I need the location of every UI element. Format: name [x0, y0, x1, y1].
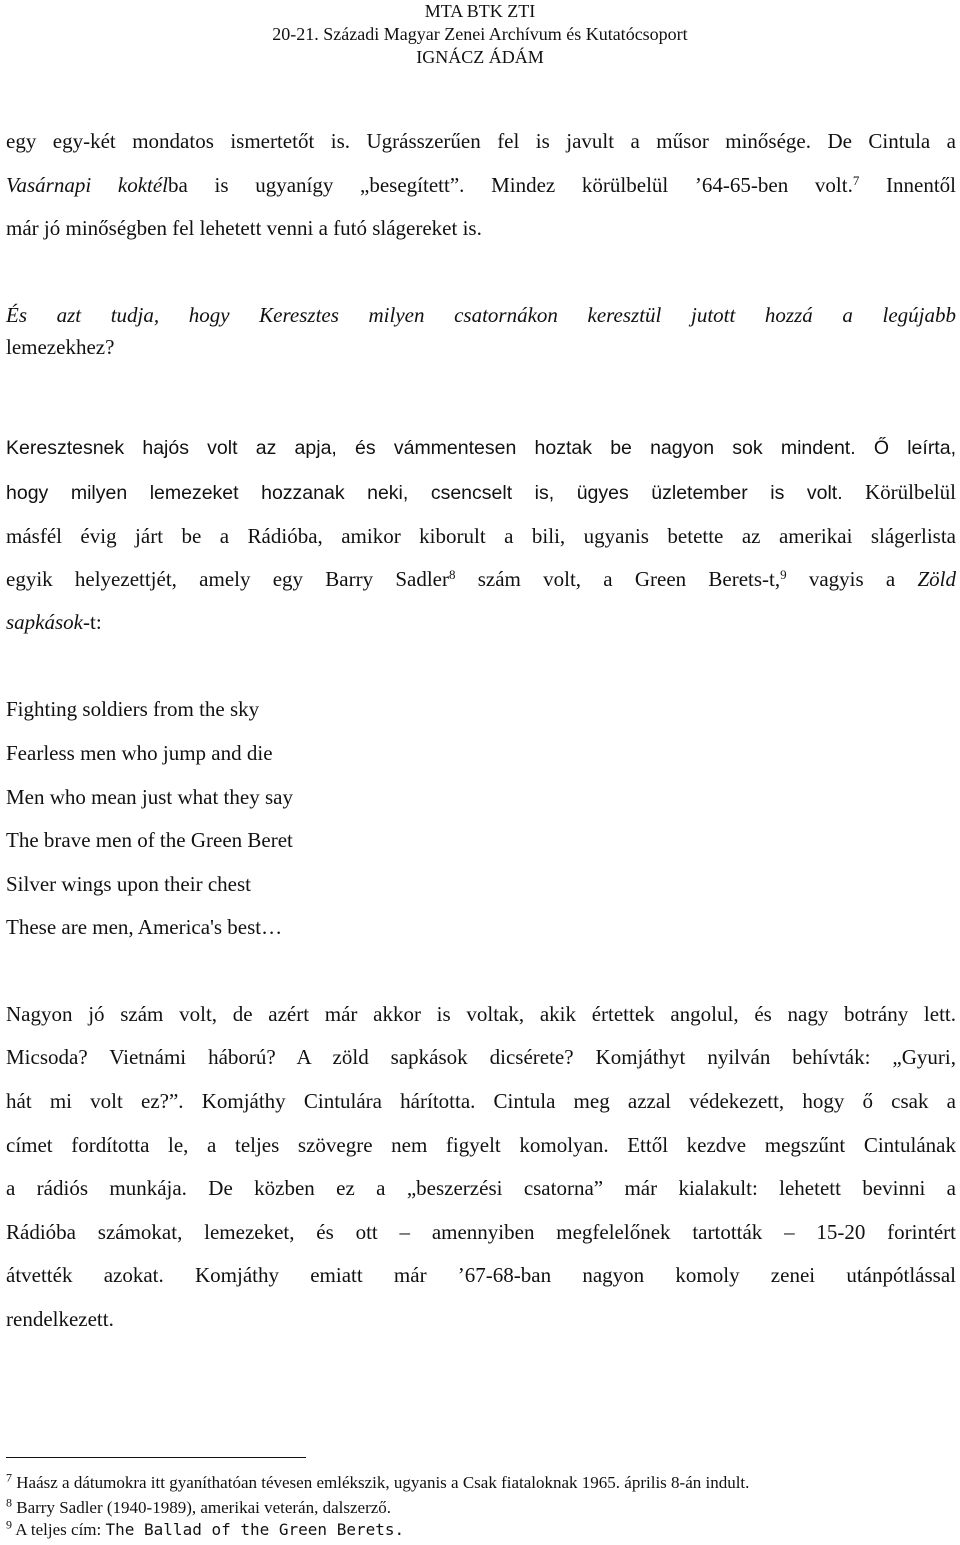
footnote-7	[6, 1472, 956, 1494]
para2-line5-end: -t:	[83, 610, 102, 634]
header-archive: 20-21. Századi Magyar Zenei Archívum és Kutatócsoport	[272, 24, 688, 44]
para2-line4	[6, 566, 956, 592]
title-zold: Zöld	[917, 567, 956, 591]
lyric-line: Fighting soldiers from the sky	[6, 697, 260, 721]
header-institution: MTA BTK ZTI	[424, 1, 536, 21]
para1-line2-end: Innentől	[859, 173, 956, 197]
footnote-number: 8	[6, 1495, 12, 1510]
para3-line: Nagyon jó szám volt, de azért már akkor is voltak, akik értettek angolul, és nagy botrány lett.	[6, 1002, 956, 1026]
footnote-ref-9[interactable]: 9	[780, 566, 787, 582]
footnote-ref-7[interactable]: 7	[852, 172, 860, 188]
page-header	[0, 0, 960, 69]
footnote-9	[6, 1519, 956, 1541]
para1-line3: már jó minőségben fel lehetett venni a futó slágereket is.	[6, 216, 482, 240]
para2-line5	[6, 609, 956, 635]
para2-line1: Keresztesnek hajós volt az apja, és vámmentesen hoztak be nagyon sok mindent. Ő leírta,	[6, 437, 956, 459]
footnote-number: 9	[6, 1517, 12, 1532]
footnote-8	[6, 1497, 956, 1519]
lyric-line: Silver wings upon their chest	[6, 872, 251, 896]
para1-line2	[6, 172, 956, 198]
para3-line: címet fordította le, a teljes szövegre nem figyelt komolyan. Ettől kezdve megszűnt Cintulának	[6, 1133, 956, 1157]
interview-question: És azt tudja, hogy Keresztes milyen csatornákon keresztül jutott hozzá a legújabb	[6, 303, 956, 327]
footnote-text: A teljes cím:	[12, 1520, 106, 1539]
footnote-number: 7	[6, 1470, 12, 1485]
para2-line4-c: vagyis a	[786, 567, 918, 591]
para2-line2-end: Körülbelül	[842, 480, 956, 504]
footnote-text: Barry Sadler (1940-1989), amerikai veterán, dalszerző.	[12, 1498, 392, 1517]
lyric-line: These are men, America's best…	[6, 915, 283, 939]
para1-line1: egy egy-két mondatos ismertetőt is. Ugrásszerűen fel is javult a műsor minősége. De Cintula a	[6, 129, 956, 153]
para1-line2-text: ba is ugyanígy „besegített”. Mindez körülbelül ’64-65-ben volt.	[168, 173, 853, 197]
footnote-separator	[6, 1457, 306, 1458]
para3-line: átvették azokat. Komjáthy emiatt már ’67-68-ban nagyon komoly zenei utánpótlással	[6, 1263, 956, 1287]
title-vasarnapi: Vasárnapi	[6, 173, 92, 197]
title-koktel: koktél	[91, 173, 169, 197]
para3-line: Micsoda? Vietnámi háború? A zöld sapkások dicsérete? Komjáthyt nyilván behívták: „Gyuri,	[6, 1045, 956, 1069]
para3-line: Rádióba számokat, lemezeket, és ott – amennyiben megfelelőnek tartották – 15-20 forintért	[6, 1220, 956, 1244]
para3-line: hát mi volt ez?”. Komjáthy Cintulára hárította. Cintula meg azzal védekezett, hogy ő csak a	[6, 1089, 956, 1113]
para2-line4-b: szám volt, a Green Berets-t,	[455, 567, 781, 591]
footnote-ballad-title: The Ballad of the Green Berets.	[105, 1520, 405, 1539]
footnote-text: Haász a dátumokra itt gyaníthatóan tévesen emlékszik, ugyanis a Csak fiataloknak 1965. április 8-án indult.	[12, 1473, 750, 1492]
lyric-line: Men who mean just what they say	[6, 785, 293, 809]
para2-line2-text: hogy milyen lemezeket hozzanak neki, csencselt is, ügyes üzletember is volt.	[6, 482, 843, 504]
para2-line2	[6, 479, 956, 506]
para2-line4-a: egyik helyezettjét, amely egy Barry Sadler	[6, 567, 449, 591]
lyric-line: Fearless men who jump and die	[6, 741, 273, 765]
para2-line3: másfél évig járt be a Rádióba, amikor kiborult a bili, ugyanis betette az amerikai slágerlista	[6, 524, 956, 548]
header-author: IGNÁCZ ÁDÁM	[416, 47, 544, 67]
para3-line: a rádiós munkája. De közben ez a „beszerzési csatorna” már kialakult: lehetett bevinni a	[6, 1176, 956, 1200]
para3-line: rendelkezett.	[6, 1307, 114, 1331]
footnote-ref-8[interactable]: 8	[448, 566, 456, 582]
title-sapkasok: sapkások	[6, 610, 83, 634]
lyric-line: The brave men of the Green Beret	[6, 828, 293, 852]
interview-question-line2: lemezekhez?	[6, 335, 115, 359]
